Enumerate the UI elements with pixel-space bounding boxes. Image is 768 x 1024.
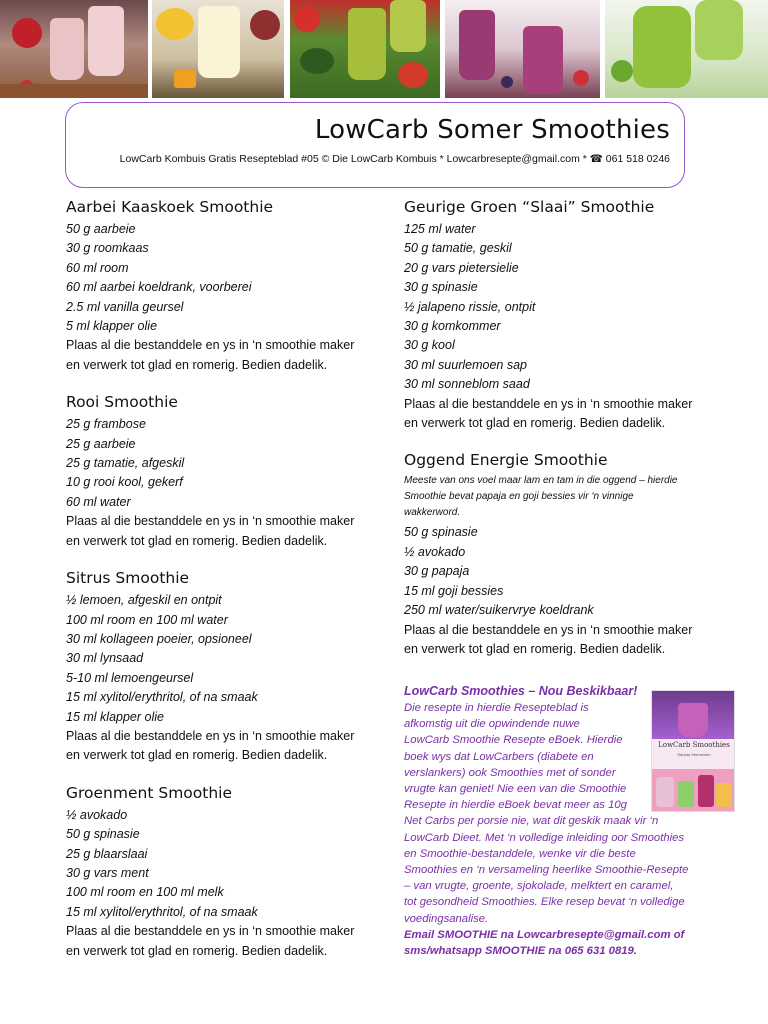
instruction: en verwerk tot glad en romerig. Bedien dadelik. — [404, 416, 666, 431]
promo-contact-sms: sms/whatsapp SMOOTHIE na 065 631 0819. — [404, 945, 637, 958]
ingredient: 250 ml water/suikervrye koeldrank — [404, 603, 594, 618]
ingredient: ½ avokado — [404, 544, 466, 559]
ingredient: 15 ml goji bessies — [404, 583, 504, 598]
ingredient: 25 g aarbeie — [66, 436, 136, 451]
promo-line: Resepte in hierdie eBoek bevat meer as 10g — [404, 799, 627, 812]
instruction: en verwerk tot glad en romerig. Bedien dadelik. — [66, 533, 328, 548]
header-box — [65, 102, 685, 188]
recipe-intro — [404, 473, 734, 521]
recipe-title: Geurige Groen “Slaai” Smoothie — [404, 198, 655, 216]
promo-line: – van vrugte, groente, sjokolade, melktert en caramel, — [404, 880, 674, 893]
ingredient: 15 ml xylitol/erythritol, of na smaak — [66, 690, 258, 705]
instruction: en verwerk tot glad en romerig. Bedien dadelik. — [66, 748, 328, 763]
ebook-cover-image — [651, 690, 735, 812]
promo-line: afkomstig uit die opwindende nuwe — [404, 718, 580, 731]
instruction: en verwerk tot glad en romerig. Bedien dadelik. — [66, 357, 328, 372]
cover-photo-top — [652, 691, 735, 739]
recipe-title: Oggend Energie Smoothie — [404, 451, 608, 470]
ingredient: 50 g tamatie, geskil — [404, 241, 512, 256]
instruction: en verwerk tot glad en romerig. Bedien dadelik. — [66, 943, 328, 958]
ingredient: 5-10 ml lemoengeursel — [66, 670, 194, 685]
promo-line: boek wys dat LowCarbers (diabete en — [404, 750, 594, 763]
ebook-title: LowCarb Smoothies — [658, 741, 730, 749]
instruction: Plaas al die bestanddele en ys in ‘n smoothie maker — [66, 924, 355, 939]
ingredient: 50 g spinasie — [404, 525, 478, 540]
instruction: Plaas al die bestanddele en ys in ‘n smoothie maker — [404, 396, 693, 411]
ingredient: ½ jalapeno rissie, ontpit — [404, 299, 536, 314]
recipe-title: Rooi Smoothie — [66, 393, 178, 412]
ingredient: 60 ml water — [66, 494, 131, 509]
promo-line: Net Carbs per porsie nie, wat dit geskik maak vir ‘n — [404, 815, 659, 828]
instruction: Plaas al die bestanddele en ys in ‘n smoothie maker — [66, 728, 355, 743]
intro-line: Smoothie bevat papaja en goji bessies vir ‘n vinnige — [404, 491, 634, 503]
promo-line: LowCarb Dieet. Met ‘n volledige inleiding oor Smoothies — [404, 831, 685, 844]
ingredient: 25 g blaarslaai — [66, 846, 148, 861]
promo-line: Die resepte in hierdie Resepteblad is — [404, 702, 589, 714]
promo-title: LowCarb Smoothies – Nou Beskikbaar! — [404, 684, 638, 698]
recipe-geurige-groen-slaai — [404, 198, 734, 433]
recipe-groenment — [66, 784, 376, 961]
cover-photo-bottom — [652, 769, 735, 812]
promo-line: en Smoothie-bestanddele, wenke vir die beste — [404, 847, 636, 860]
ingredient: 60 ml room — [66, 260, 129, 275]
promo-line: vrugte kan geniet! Nie een van die Smoothie — [404, 783, 627, 796]
ingredient: 10 g rooi kool, gekerf — [66, 475, 183, 490]
ingredient: 50 g aarbeie — [66, 222, 136, 236]
contact-subline: LowCarb Kombuis Gratis Resepteblad #05 © Die LowCarb Kombuis * Lowcarbresepte@gmail.com * ☎ 061 518 0246 — [119, 153, 670, 165]
instruction: Plaas al die bestanddele en ys in ‘n smoothie maker — [66, 338, 355, 353]
promo-contact-email: Email SMOOTHIE na Lowcarbresepte@gmail.com of — [404, 928, 685, 941]
right-column — [404, 198, 734, 677]
recipe-title: Sitrus Smoothie — [66, 569, 190, 588]
ingredient: 100 ml room en 100 ml water — [66, 612, 228, 627]
promo-line: Smoothies en ‘n versameling heerlike Smoothie-Resepte — [404, 864, 689, 877]
ingredient: 25 g frambose — [66, 417, 146, 432]
recipe-title: Aarbei Kaaskoek Smoothie — [66, 198, 274, 216]
ingredient: 30 g spinasie — [404, 280, 478, 295]
recipe-title: Groenment Smoothie — [66, 783, 232, 802]
ingredient: 30 ml lynsaad — [66, 651, 144, 666]
ingredient: 30 ml suurlemoen sap — [404, 357, 527, 372]
ingredient: 125 ml water — [404, 222, 476, 236]
ingredient: 2.5 ml vanilla geursel — [66, 299, 184, 314]
recipe-rooi — [66, 393, 376, 551]
ingredient: ½ avokado — [66, 807, 128, 822]
green-smoothie-photo — [290, 0, 440, 98]
instruction: Plaas al die bestanddele en ys in ‘n smoothie maker — [404, 622, 693, 637]
recipe-oggend-energie — [404, 451, 734, 659]
ingredient: 30 g papaja — [404, 564, 470, 579]
intro-line: Meeste van ons voel maar lam en tam in die oggend – hierdie — [404, 475, 678, 487]
instruction: Plaas al die bestanddele en ys in ‘n smoothie maker — [66, 514, 355, 529]
berry-smoothie-photo — [445, 0, 600, 98]
promo-line: verslankers) ook Smoothies met of sonder — [404, 766, 616, 779]
recipe-aarbei-kaaskoek — [66, 198, 376, 375]
strawberry-smoothie-photo — [0, 0, 148, 98]
ingredient: 30 g komkommer — [404, 319, 501, 334]
ingredient: 30 ml kollageen poeier, opsioneel — [66, 631, 252, 646]
ingredient: 30 ml sonneblom saad — [404, 377, 530, 392]
ingredient: 60 ml aarbei koeldrank, voorberei — [66, 280, 252, 295]
photo-strip — [0, 0, 768, 98]
green-jar-smoothie-photo — [605, 0, 768, 98]
instruction: en verwerk tot glad en romerig. Bedien dadelik. — [404, 641, 666, 656]
promo-line: voedingsanalise. — [404, 912, 489, 925]
left-column — [66, 198, 376, 979]
page-title: LowCarb Somer Smoothies — [314, 115, 670, 145]
promo-line: tot gesondheid Smoothies. Elke resep bevat ‘n volledige — [404, 896, 685, 909]
recipe-sitrus — [66, 569, 376, 766]
ingredient: 100 ml room en 100 ml melk — [66, 885, 224, 900]
promo-line: LowCarb Smoothie Resepte eBoek. Hierdie — [404, 734, 623, 747]
ingredient: 15 ml klapper olie — [66, 709, 164, 724]
ingredient: ½ lemoen, afgeskil en ontpit — [66, 593, 222, 608]
ingredient: 15 ml xylitol/erythritol, of na smaak — [66, 904, 258, 919]
mango-smoothie-photo — [152, 0, 284, 98]
ingredient: 20 g vars pietersielie — [404, 260, 519, 275]
intro-line: wakkerword. — [404, 507, 461, 519]
ingredient: 30 g roomkaas — [66, 241, 149, 256]
ingredient: 5 ml klapper olie — [66, 319, 158, 334]
ingredient: 25 g tamatie, afgeskil — [66, 456, 185, 471]
ebook-author: Sandra Vermeulen — [677, 752, 711, 757]
ingredient: 30 g vars ment — [66, 865, 149, 880]
ingredient: 30 g kool — [404, 338, 455, 353]
ingredient: 50 g spinasie — [66, 827, 140, 842]
